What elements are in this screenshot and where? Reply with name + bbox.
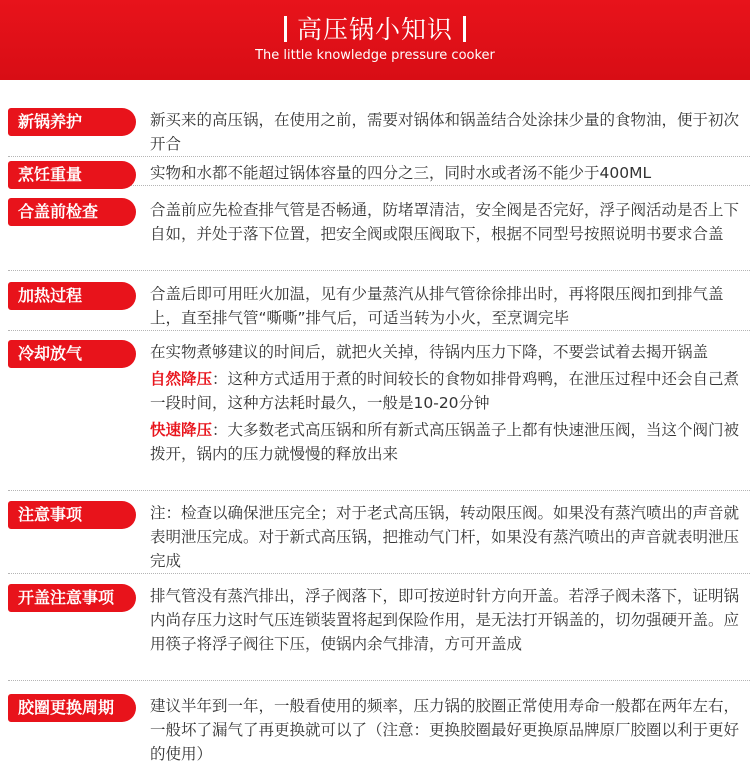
quick-release-label: 快速降压 bbox=[150, 421, 213, 439]
section-label: 开盖注意事项 bbox=[8, 584, 136, 612]
section-heating-process bbox=[8, 282, 750, 331]
section-pre-close-check bbox=[8, 198, 750, 271]
section-label: 新锅养护 bbox=[8, 108, 136, 136]
page-subtitle: The little knowledge pressure cooker bbox=[255, 48, 495, 63]
page-title-text: 高压锅小知识 bbox=[296, 15, 453, 44]
section-new-pot-care bbox=[8, 108, 750, 157]
section-text: 实物和水都不能超过锅体容量的四分之三，同时水或者汤不能少于400ML bbox=[150, 164, 652, 182]
section-opening-precautions bbox=[8, 584, 750, 681]
section-text: 合盖前应先检查排气管是否畅通，防堵罩清洁，安全阀是否完好，浮子阀活动是否上下自如，并处于落下位置，把安全阀或限压阀取下，根据不同型号按照说明书要求合盖 bbox=[150, 201, 740, 243]
section-gasket-replacement bbox=[8, 694, 750, 766]
section-text: 注：检查以确保泄压完全；对于老式高压锅，转动限压阀。如果没有蒸汽喷出的声音就表明泄压完成。对于新式高压锅，把推动气门杆，如果没有蒸汽喷出的声音就表明泄压完成 bbox=[150, 504, 740, 570]
page-title bbox=[0, 10, 750, 46]
natural-release-text: ：这种方式适用于煮的时间较长的食物如排骨鸡鸭，在泄压过程中还会自己煮一段时间，这种方法耗时最久，一般是10-20分钟 bbox=[150, 370, 740, 412]
section-text: 在实物煮够建议的时间后，就把火关掉，待锅内压力下降，不要尝试着去揭开锅盖 bbox=[150, 343, 709, 361]
section-label: 合盖前检查 bbox=[8, 198, 136, 226]
natural-release-label: 自然降压 bbox=[150, 370, 213, 388]
section-label: 烹饪重量 bbox=[8, 161, 136, 189]
section-label: 胶圈更换周期 bbox=[8, 694, 136, 722]
quick-release-text: ：大多数老式高压锅和所有新式高压锅盖子上都有快速泄压阀，当这个阀门被拨开，锅内的压力就慢慢的释放出来 bbox=[150, 421, 740, 463]
quick-release-paragraph bbox=[150, 418, 750, 466]
section-label: 冷却放气 bbox=[8, 340, 136, 368]
natural-release-paragraph bbox=[150, 367, 750, 415]
section-text-block bbox=[150, 340, 750, 466]
title-bar-right bbox=[463, 16, 466, 42]
section-text: 新买来的高压锅，在使用之前，需要对锅体和锅盖结合处涂抹少量的食物油，便于初次开合 bbox=[150, 111, 740, 153]
section-precautions bbox=[8, 501, 750, 574]
title-bar-left bbox=[284, 16, 287, 42]
section-text: 排气管没有蒸汽排出，浮子阀落下，即可按逆时针方向开盖。若浮子阀未落下，证明锅内尚存压力这时气压连锁装置将起到保险作用，是无法打开锅盖的，切勿强硬开盖。应用筷子将浮子阀往下压，使锅内余气排清，方可开盖成 bbox=[150, 587, 740, 653]
section-label: 加热过程 bbox=[8, 282, 136, 310]
section-cooling-release bbox=[8, 340, 750, 491]
section-text: 建议半年到一年，一般看使用的频率，压力锅的胶圈正常使用寿命一般都在两年左右，一般坏了漏气了再更换就可以了（注意：更换胶圈最好更换原品牌原厂胶圈以利于更好的使用） bbox=[150, 697, 740, 763]
section-label: 注意事项 bbox=[8, 501, 136, 529]
header-banner bbox=[0, 0, 750, 80]
section-text: 合盖后即可用旺火加温，见有少量蒸汽从排气管徐徐排出时，再将限压阀扣到排气盖上，直至排气管“嘶嘶”排气后，可适当转为小火，至烹调完毕 bbox=[150, 285, 724, 327]
section-cooking-weight bbox=[8, 161, 750, 186]
